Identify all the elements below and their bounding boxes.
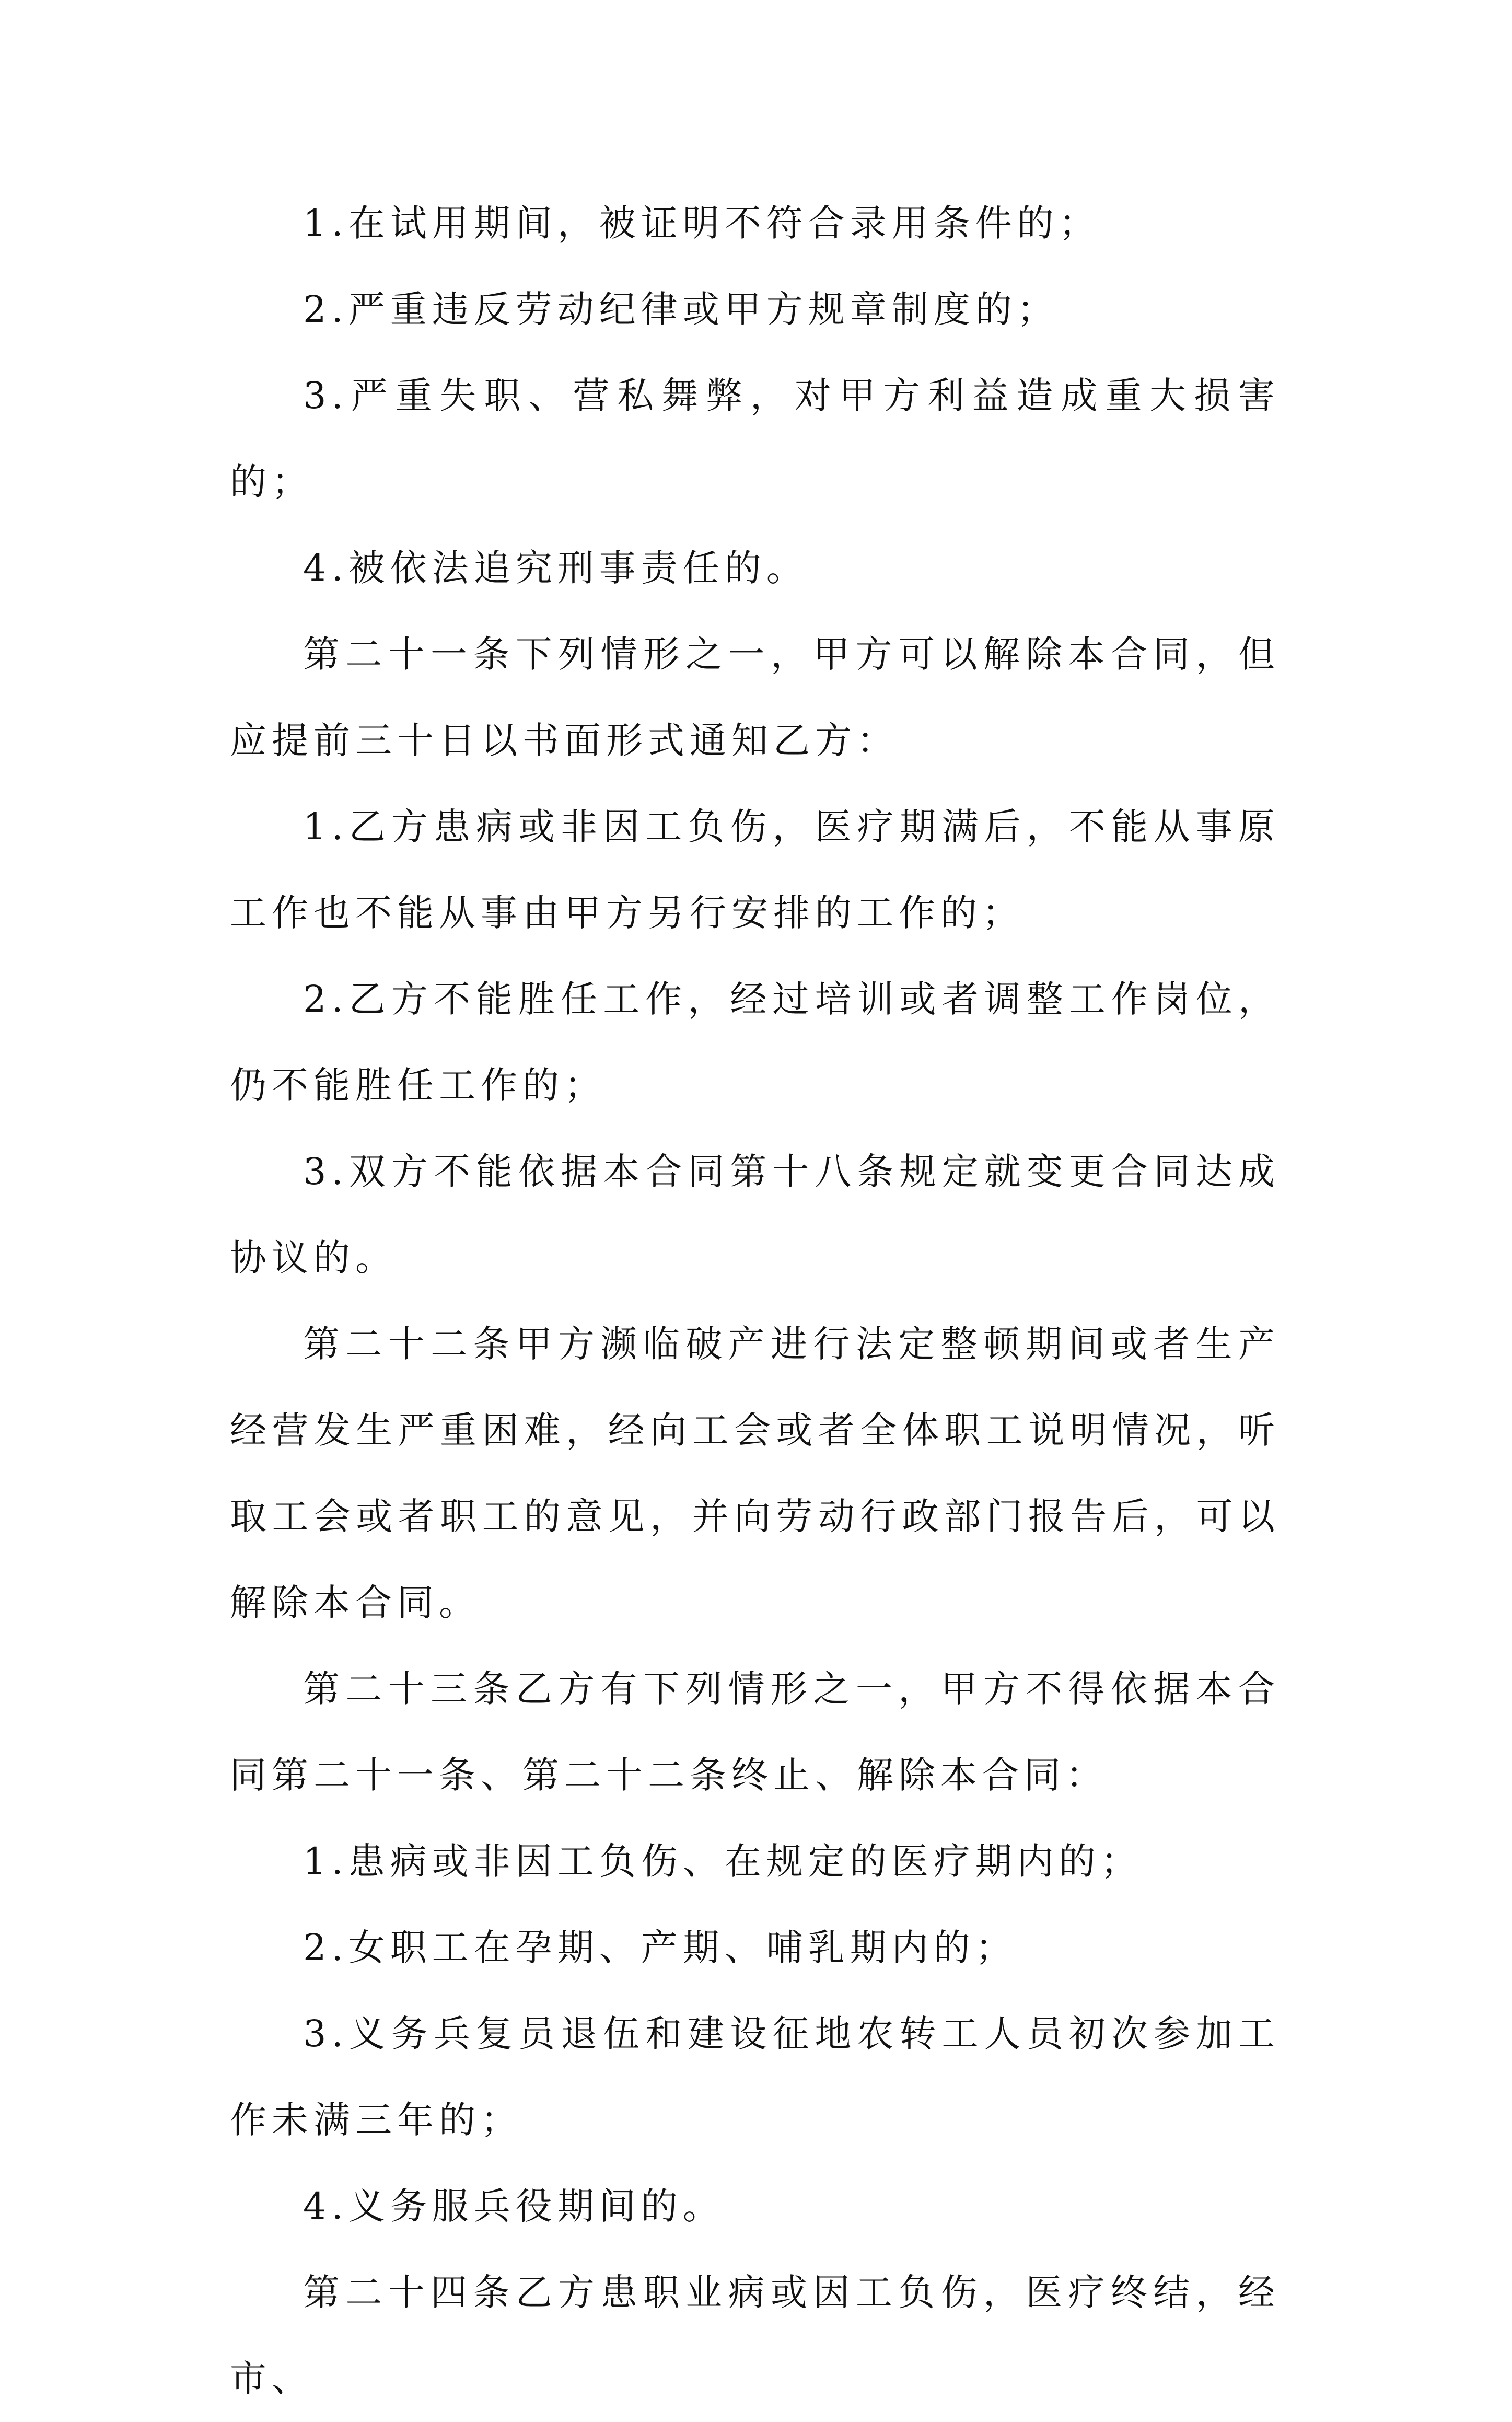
clause-item-1: 1.在试用期间，被证明不符合录用条件的； bbox=[303, 202, 1101, 245]
article-24: 第二十四条乙方患职业病或因工负伤，医疗终结，经市、 bbox=[230, 2271, 1280, 2400]
clause-item-4: 4.被依法追究刑事责任的。 bbox=[303, 547, 808, 589]
article-22: 第二十二条甲方濒临破产进行法定整顿期间或者生产经营发生严重困难，经向工会或者全体职工说明情况，听取工会或者职工的意见，并向劳动行政部门报告后，可以解除本合同。 bbox=[230, 1323, 1280, 1624]
clause-item-2: 2.严重违反劳动纪律或甲方规章制度的； bbox=[303, 288, 1059, 331]
contract-body-text bbox=[230, 180, 1280, 2422]
article-23: 第二十三条乙方有下列情形之一，甲方不得依据本合同第二十一条、第二十二条终止、解除本合同： bbox=[230, 1667, 1280, 1797]
article-21-item-1: 1.乙方患病或非因工负伤，医疗期满后，不能从事原工作也不能从事由甲方另行安排的工作的； bbox=[230, 805, 1280, 934]
clause-item-3: 3.严重失职、营私舞弊，对甲方利益造成重大损害的； bbox=[230, 374, 1280, 503]
article-23-item-2: 2.女职工在孕期、产期、哺乳期内的； bbox=[303, 1926, 1017, 1969]
article-23-item-3: 3.义务兵复员退伍和建设征地农转工人员初次参加工作未满三年的； bbox=[230, 2012, 1280, 2141]
article-23-item-1: 1.患病或非因工负伤、在规定的医疗期内的； bbox=[303, 1840, 1143, 1883]
article-21: 第二十一条下列情形之一，甲方可以解除本合同，但应提前三十日以书面形式通知乙方： bbox=[230, 633, 1280, 762]
article-23-item-4: 4.义务服兵役期间的。 bbox=[303, 2185, 725, 2228]
article-21-item-3: 3.双方不能依据本合同第十八条规定就变更合同达成协议的。 bbox=[230, 1150, 1280, 1279]
article-21-item-2: 2.乙方不能胜任工作，经过培训或者调整工作岗位，仍不能胜任工作的； bbox=[230, 978, 1280, 1107]
